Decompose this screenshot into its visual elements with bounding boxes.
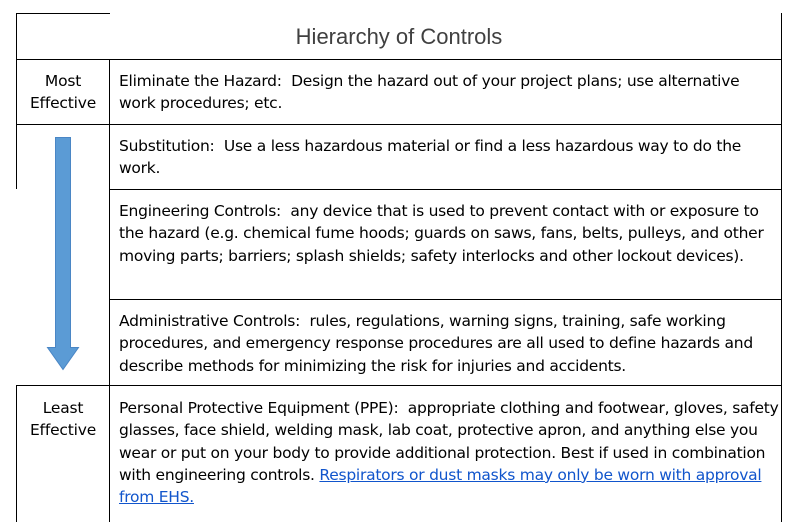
label-line: Most <box>44 72 82 90</box>
control-heading: Engineering Controls: <box>119 202 282 220</box>
control-description: rules, regulations, warning signs, training, safe working procedures, and emergency response procedures are all used to define hazards and describe methods for minimizing the risk for injuries and accidents. <box>119 312 753 375</box>
control-heading: Substitution: <box>119 137 215 155</box>
control-administrative <box>119 310 779 377</box>
control-ppe <box>119 397 779 508</box>
label-line: Least <box>42 399 84 417</box>
control-description: Use a less hazardous material or find a less hazardous way to do the work. <box>119 137 742 178</box>
row-divider <box>16 124 782 125</box>
row-divider <box>109 189 782 190</box>
respirator-approval-link[interactable]: Respirators or dust masks may only be worn with approval from EHS. <box>119 465 762 507</box>
control-substitution <box>119 135 779 180</box>
label-line: Effective <box>29 94 97 112</box>
row-divider <box>16 385 782 386</box>
control-description: appropriate clothing and footwear, gloves, safety glasses, face shield, welding mask, lab coat, protective apron, and anything else you wear or put on your body to provide additional protection. Best if used in combination with engineering controls. <box>119 399 779 484</box>
control-description: any device that is used to prevent contact with or exposure to the hazard (e.g. chemical fume hoods; guards on saws, fans, belts, pulleys, and other moving parts; barriers; splash shields; safety interlocks and other lockout devices). <box>119 202 764 265</box>
control-description: Design the hazard out of your project plans; use alternative work procedures; etc. <box>119 72 740 113</box>
control-heading: Administrative Controls: <box>119 312 301 330</box>
least-effective-label <box>17 397 109 441</box>
control-eliminate <box>119 70 779 115</box>
control-engineering <box>119 200 779 267</box>
label-line: Effective <box>29 421 97 439</box>
control-heading: Eliminate the Hazard: <box>119 72 282 90</box>
control-heading: Personal Protective Equipment (PPE): <box>119 399 399 417</box>
down-arrow-icon <box>0 0 110 380</box>
row-divider <box>109 299 782 300</box>
table-right-border <box>781 13 782 522</box>
table-title: Hierarchy of Controls <box>295 24 503 49</box>
